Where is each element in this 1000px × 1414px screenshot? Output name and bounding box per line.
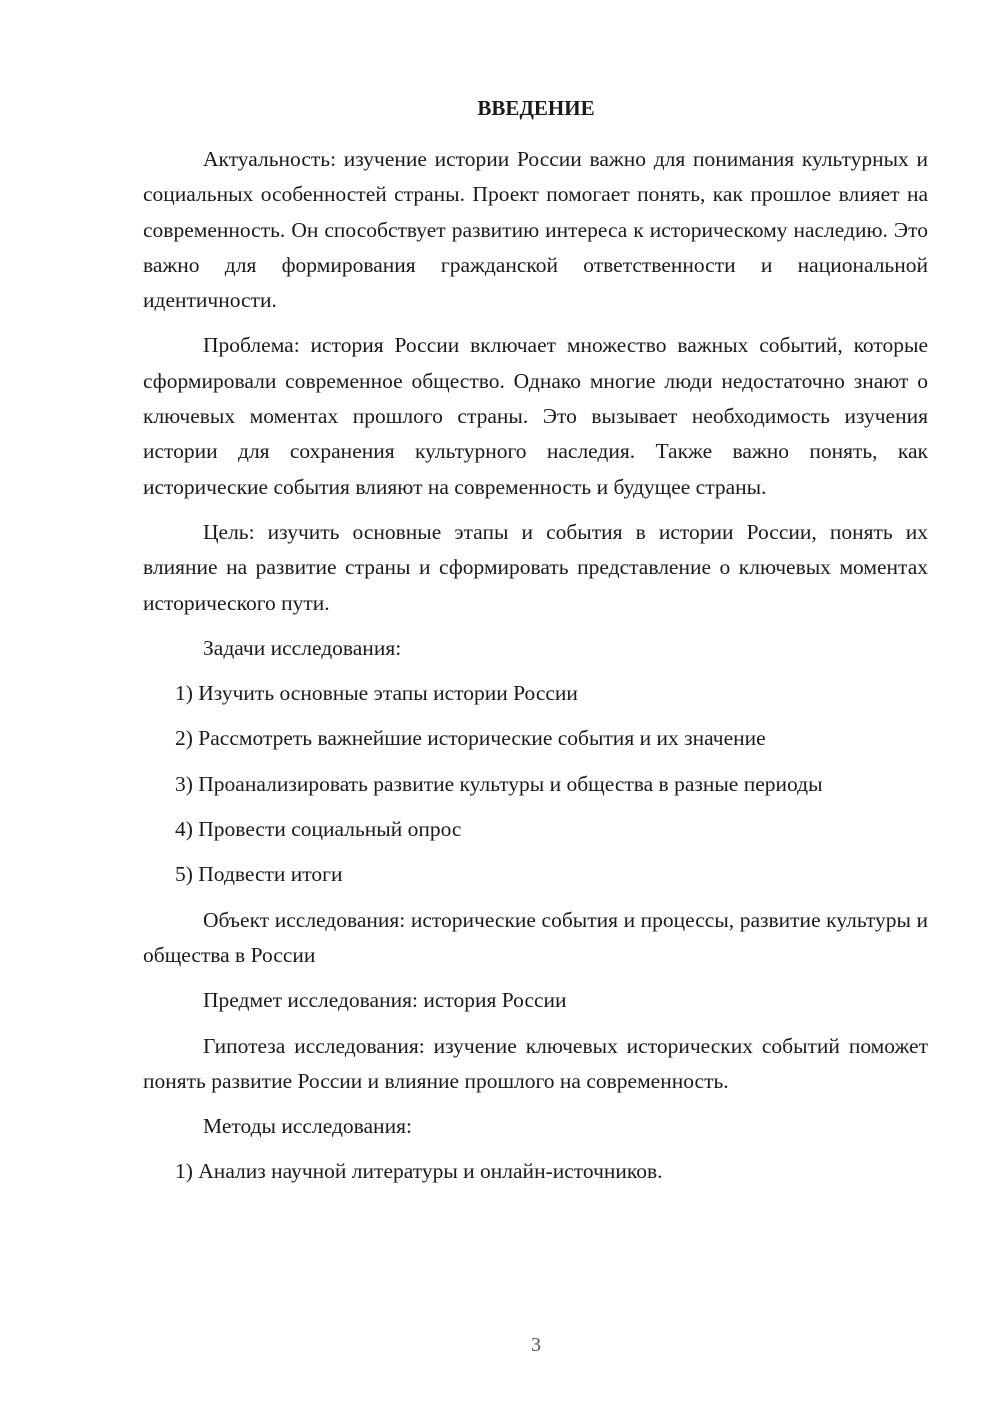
list-item: 1) Изучить основные этапы истории России xyxy=(175,681,578,706)
paragraph-object: Объект исследования: исторические события и процессы, развитие культуры и общества в России xyxy=(143,907,928,967)
page-title: ВВЕДЕНИЕ xyxy=(477,96,595,120)
paragraph-subject: Предмет исследования: история России xyxy=(203,988,567,1013)
paragraph-methods-heading: Методы исследования: xyxy=(203,1114,412,1139)
paragraph-goal: Цель: изучить основные этапы и события в истории России, понять их влияние на развитие страны и сформировать представление о ключевых моментах исторического пути. xyxy=(143,519,928,615)
paragraph-relevance: Актуальность: изучение истории России важно для понимания культурных и социальных особенностей страны. Проект помогает понять, как прошлое влияет на современность. Он способствует развитию интереса к историческому наследию. Это важно для формирования гражданской ответственности и национальной идентичности. xyxy=(143,147,928,313)
paragraph-tasks-heading: Задачи исследования: xyxy=(203,635,402,660)
page-number: 3 xyxy=(531,1334,541,1356)
paragraph-problem: Проблема: история России включает множество важных событий, которые сформировали современное общество. Однако многие люди недостаточно знают о ключевых моментах прошлого страны. Это вызывает необходимость изучения истории для сохранения культурного наследия. Также важно понять, как исторические события влияют на современность и будущее страны. xyxy=(143,333,928,499)
list-item: 3) Проанализировать развитие культуры и общества в разные периоды xyxy=(175,771,823,796)
list-item: 2) Рассмотреть важнейшие исторические события и их значение xyxy=(175,726,766,751)
list-item: 1) Анализ научной литературы и онлайн-источников. xyxy=(175,1159,663,1184)
list-item: 5) Подвести итоги xyxy=(175,862,343,887)
paragraph-hypothesis: Гипотеза исследования: изучение ключевых исторических событий поможет понять развитие России и влияние прошлого на современность. xyxy=(143,1033,928,1093)
document-body xyxy=(143,142,928,1200)
list-item: 4) Провести социальный опрос xyxy=(175,817,462,842)
